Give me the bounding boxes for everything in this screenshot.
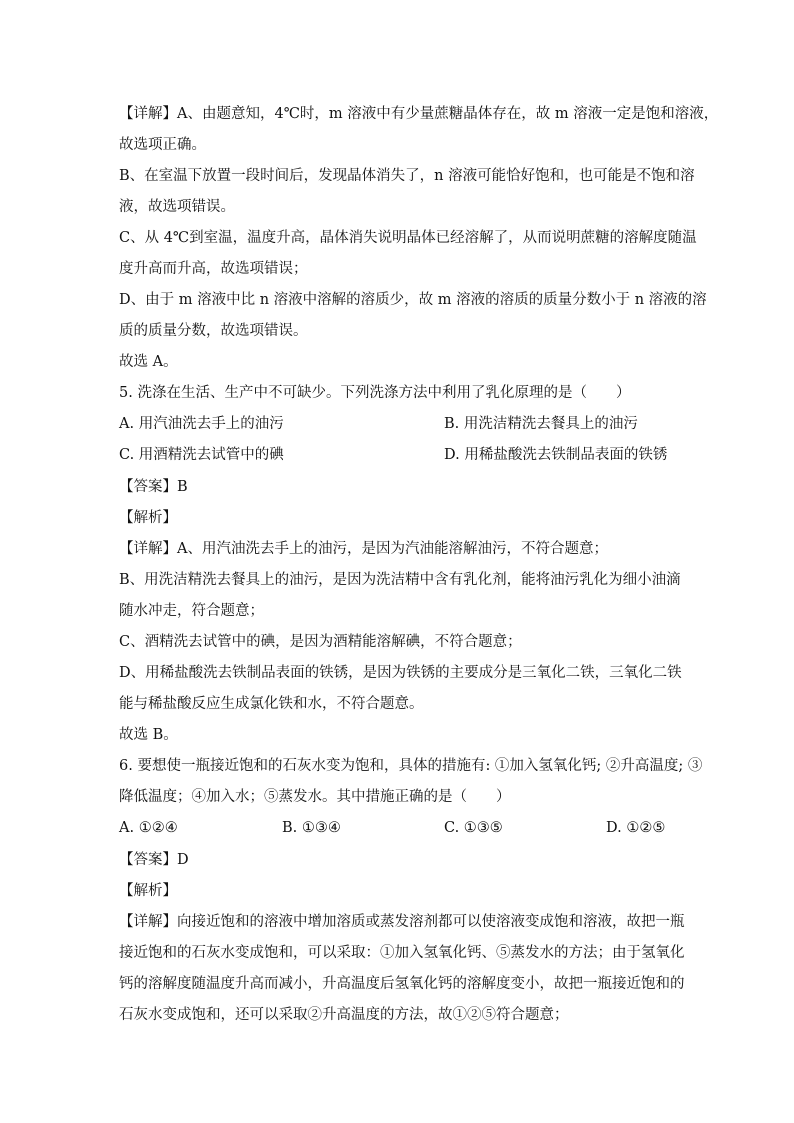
q5-analysis-heading: 【解析】 xyxy=(119,510,177,526)
q6-detail-line-1: 【详解】向接近饱和的溶液中增加溶质或蒸发溶剂都可以使溶液变成饱和溶液，故把一瓶 xyxy=(119,914,685,930)
q4-c-line-2: 度升高而升高，故选项错误； xyxy=(119,261,308,277)
q5-b-line-2: 随水冲走，符合题意； xyxy=(119,603,264,619)
q6-answer: 【答案】D xyxy=(119,852,189,868)
q6-option-c: C. ①③⑤ xyxy=(444,820,503,836)
q5-option-b: B. 用洗洁精洗去餐具上的油污 xyxy=(444,416,638,432)
q5-stem: 5. 洗涤在生活、生产中不可缺少。下列洗涤方法中利用了乳化原理的是（ ） xyxy=(119,385,631,401)
q5-answer: 【答案】B xyxy=(119,479,188,495)
q5-b-line-1: B、用洗洁精洗去餐具上的油污，是因为洗洁精中含有乳化剂，能将油污乳化为细小油滴 xyxy=(119,572,681,588)
q6-detail-line-3: 钙的溶解度随温度升高而减小，升高温度后氢氧化钙的溶解度变小，故把一瓶接近饱和的 xyxy=(119,976,685,992)
q6-analysis-heading: 【解析】 xyxy=(119,883,177,899)
q5-option-a: A. 用汽油洗去手上的油污 xyxy=(119,416,284,432)
q6-option-a: A. ①②④ xyxy=(119,820,178,836)
q5-c-line-1: C、酒精洗去试管中的碘，是因为酒精能溶解碘，不符合题意； xyxy=(119,634,522,650)
q4-d-line-2: 质的质量分数，故选项错误。 xyxy=(119,323,308,339)
q5-d-line-1: D、用稀盐酸洗去铁制品表面的铁锈，是因为铁锈的主要成分是三氧化二铁，三氧化二铁 xyxy=(119,665,682,681)
q4-detail-line-2: 故选项正确。 xyxy=(119,137,206,153)
q6-option-d: D. ①②⑤ xyxy=(606,820,666,836)
q5-detail-a: 【详解】A、用汽油洗去手上的油污，是因为汽油能溶解油污，不符合题意； xyxy=(119,541,608,557)
q6-stem-line-1: 6. 要想使一瓶接近饱和的石灰水变为饱和，具体的措施有: ①加入氢氧化钙; ②升高温度; ③ xyxy=(119,758,703,774)
q6-detail-line-2: 接近饱和的石灰水变成饱和，可以采取：①加入氢氧化钙、⑤蒸发水的方法；由于氢氧化 xyxy=(119,945,685,961)
q6-stem-line-2: 降低温度；④加入水；⑤蒸发水。其中措施正确的是（ ） xyxy=(119,789,511,805)
q4-c-line-1: C、从 4℃到室温，温度升高，晶体消失说明晶体已经溶解了，从而说明蔗糖的溶解度随温 xyxy=(119,230,697,246)
q4-choose: 故选 A。 xyxy=(119,354,178,370)
q6-detail-line-4: 石灰水变成饱和，还可以采取②升高温度的方法，故①②⑤符合题意； xyxy=(119,1007,569,1023)
q5-choose: 故选 B。 xyxy=(119,727,178,743)
q4-d-line-1: D、由于 m 溶液中比 n 溶液中溶解的溶质少，故 m 溶液的溶质的质量分数小于 n 溶液的溶 xyxy=(119,292,707,308)
q4-b-line-1: B、在室温下放置一段时间后，发现晶体消失了，n 溶液可能恰好饱和，也可能是不饱和溶 xyxy=(119,168,695,184)
q5-d-line-2: 能与稀盐酸反应生成氯化铁和水，不符合题意。 xyxy=(119,696,424,712)
q5-option-c: C. 用酒精洗去试管中的碘 xyxy=(119,447,284,463)
q4-detail-line-1: 【详解】A、由题意知，4℃时，m 溶液中有少量蔗糖晶体存在，故 m 溶液一定是饱和溶液， xyxy=(119,106,719,122)
q6-option-b: B. ①③④ xyxy=(282,820,341,836)
q4-b-line-2: 液，故选项错误。 xyxy=(119,199,235,215)
q5-option-d: D. 用稀盐酸洗去铁制品表面的铁锈 xyxy=(444,447,668,463)
